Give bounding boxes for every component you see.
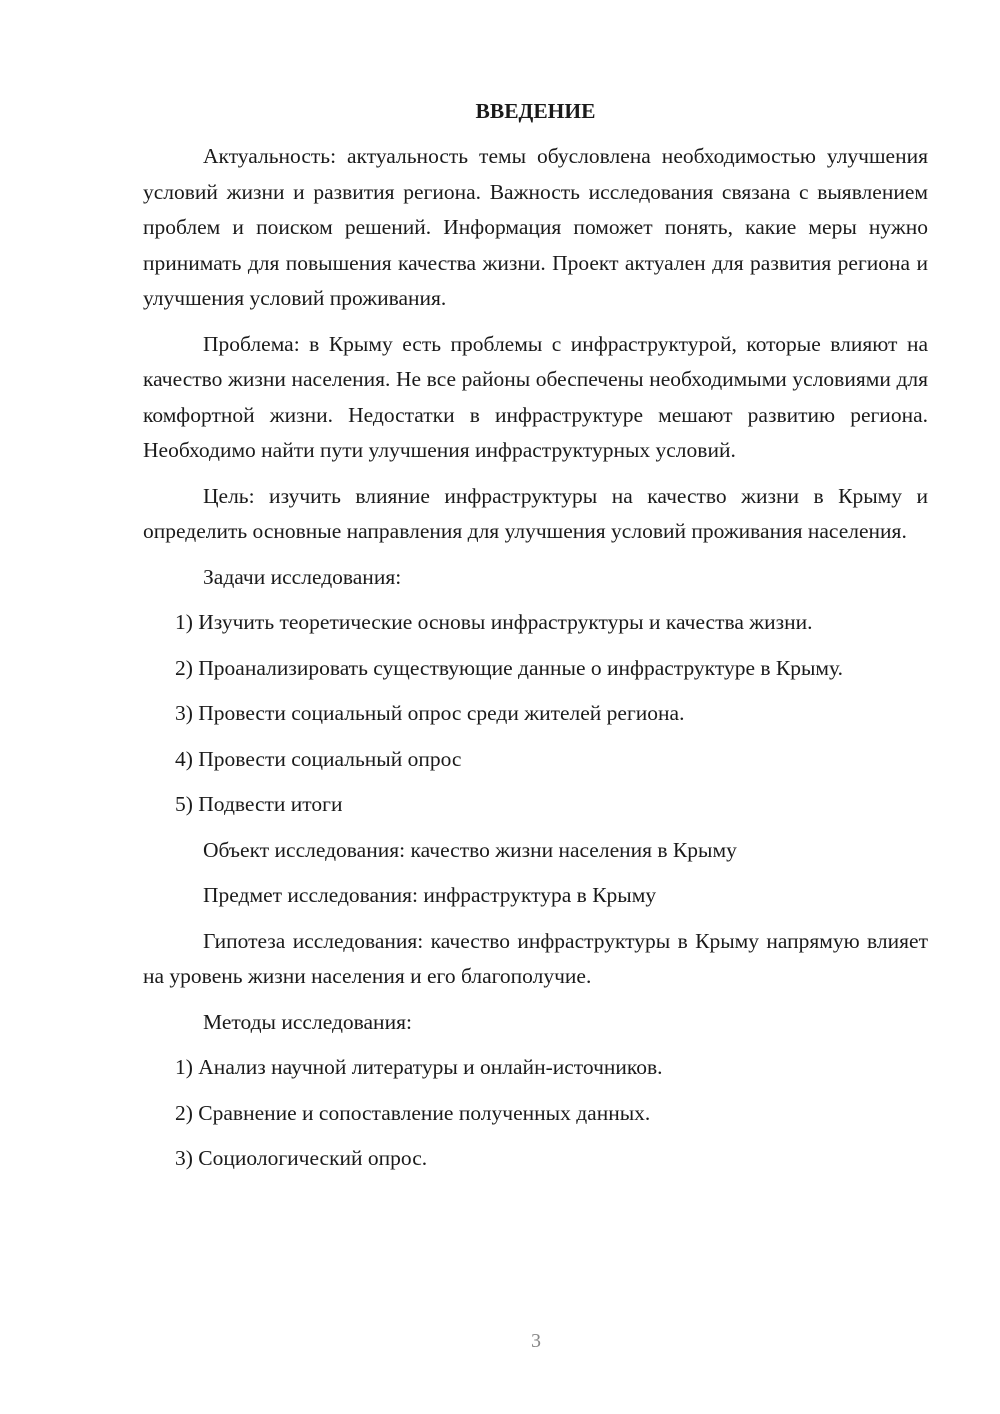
method-item: 3) Социологический опрос. — [175, 1146, 428, 1170]
problem-paragraph: Проблема: в Крыму есть проблемы с инфраструктурой, которые влияют на качество жизни населения. Не все районы обеспечены необходимыми условиями для комфортной жизни. Недостатки в инфраструктуре мешают развитию региона. Необходимо найти пути улучшения инфраструктурных условий. — [143, 331, 928, 462]
relevance-paragraph: Актуальность: актуальность темы обусловлена необходимостью улучшения условий жизни и развития региона. Важность исследования связана с выявлением проблем и поиском решений. Информация поможет понять, какие меры нужно принимать для повышения качества жизни. Проект актуален для развития региона и улучшения условий проживания. — [143, 144, 928, 310]
object-paragraph: Объект исследования: качество жизни населения в Крыму — [203, 837, 737, 862]
tasks-heading: Задачи исследования: — [203, 564, 402, 589]
goal-paragraph: Цель: изучить влияние инфраструктуры на качество жизни в Крыму и определить основные направления для улучшения условий проживания населения. — [143, 483, 928, 543]
method-item: 2) Сравнение и сопоставление полученных данных. — [175, 1100, 651, 1125]
section-title: ВВЕДЕНИЕ — [475, 99, 596, 123]
page-number: 3 — [531, 1330, 541, 1352]
task-item: 4) Провести социальный опрос — [175, 746, 462, 771]
methods-heading: Методы исследования: — [203, 1009, 412, 1034]
method-item: 1) Анализ научной литературы и онлайн-источников. — [175, 1055, 663, 1079]
hypothesis-paragraph: Гипотеза исследования: качество инфраструктуры в Крыму напрямую влияет на уровень жизни населения и его благополучие. — [143, 928, 928, 988]
task-item: 1) Изучить теоретические основы инфраструктуры и качества жизни. — [175, 610, 813, 634]
task-item: 2) Проанализировать существующие данные о инфраструктуре в Крыму. — [175, 655, 844, 680]
document-page — [143, 94, 928, 1187]
task-item: 3) Провести социальный опрос среди жителей региона. — [175, 701, 685, 725]
task-item: 5) Подвести итоги — [175, 792, 343, 816]
subject-paragraph: Предмет исследования: инфраструктура в Крыму — [203, 883, 657, 907]
